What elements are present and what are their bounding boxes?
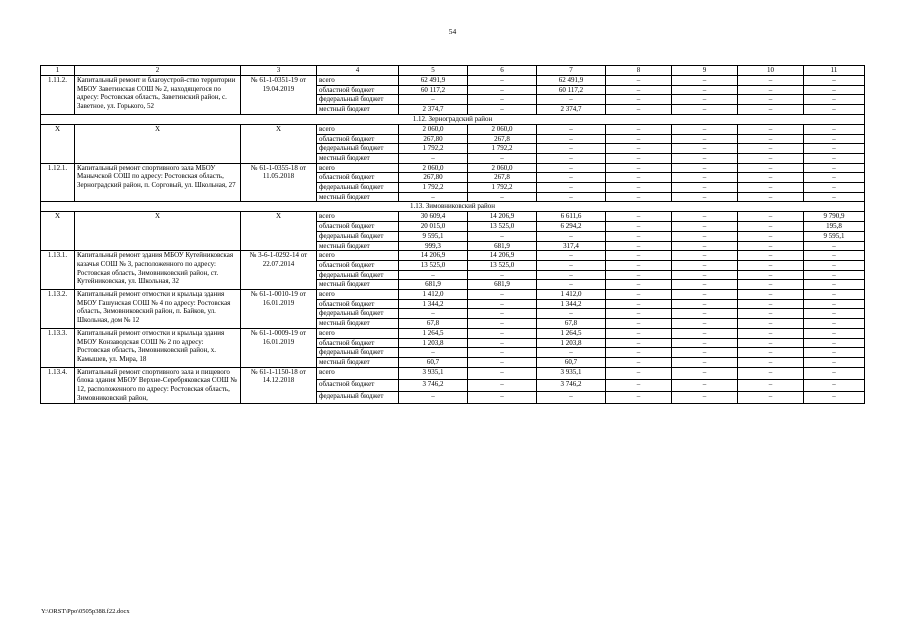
amount-cell: – xyxy=(672,280,738,290)
amount-cell: – xyxy=(672,231,738,241)
amount-cell: 14 206,9 xyxy=(468,251,537,261)
amount-cell: – xyxy=(399,153,468,163)
amount-cell: – xyxy=(537,270,606,280)
amount-cell: – xyxy=(606,319,672,329)
funding-source: федеральный бюджет xyxy=(317,348,399,358)
funding-source: всего xyxy=(317,290,399,300)
contract-number: № 61-1-0351-19 от 19.04.2019 xyxy=(241,76,317,115)
amount-cell: 62 491,9 xyxy=(399,76,468,86)
funding-source: всего xyxy=(317,328,399,338)
contract-number: № 61-1-0009-19 от 16.01.2019 xyxy=(241,328,317,367)
amount-cell: – xyxy=(672,328,738,338)
amount-cell: – xyxy=(606,212,672,222)
amount-cell: – xyxy=(468,379,537,391)
amount-cell: 60,7 xyxy=(537,357,606,367)
amount-cell: – xyxy=(606,222,672,232)
funding-source: федеральный бюджет xyxy=(317,95,399,105)
amount-cell: 2 060,0 xyxy=(468,163,537,173)
funding-source: областной бюджет xyxy=(317,260,399,270)
funding-source: федеральный бюджет xyxy=(317,391,399,403)
amount-cell: – xyxy=(537,391,606,403)
amount-cell: – xyxy=(468,95,537,105)
amount-cell: – xyxy=(804,153,865,163)
amount-cell: – xyxy=(804,76,865,86)
amount-cell: – xyxy=(738,241,804,251)
amount-cell: – xyxy=(804,391,865,403)
amount-cell: 60,7 xyxy=(399,357,468,367)
amount-cell: – xyxy=(738,338,804,348)
funding-source: местный бюджет xyxy=(317,357,399,367)
amount-cell: 999,3 xyxy=(399,241,468,251)
contract-number: Х xyxy=(241,124,317,163)
amount-cell: 267,8 xyxy=(468,134,537,144)
amount-cell: 3 746,2 xyxy=(399,379,468,391)
amount-cell: – xyxy=(606,290,672,300)
amount-cell: 1 344,2 xyxy=(399,299,468,309)
amount-cell: – xyxy=(468,192,537,202)
funding-source: областной бюджет xyxy=(317,85,399,95)
amount-cell: – xyxy=(738,76,804,86)
section-title: 1.12. Зерноградский район xyxy=(41,114,865,124)
amount-cell: 2 060,0 xyxy=(468,124,537,134)
funding-row xyxy=(41,212,865,222)
amount-cell: – xyxy=(399,391,468,403)
funding-source: всего xyxy=(317,76,399,86)
amount-cell: – xyxy=(537,173,606,183)
column-number: 7 xyxy=(537,66,606,76)
amount-cell: – xyxy=(606,280,672,290)
amount-cell: – xyxy=(672,241,738,251)
section-row xyxy=(41,202,865,212)
amount-cell: – xyxy=(537,280,606,290)
amount-cell: – xyxy=(804,280,865,290)
amount-cell: – xyxy=(804,309,865,319)
amount-cell: – xyxy=(672,348,738,358)
amount-cell: – xyxy=(804,124,865,134)
section-title: 1.13. Зимовниковский район xyxy=(41,202,865,212)
amount-cell: 13 525,0 xyxy=(468,260,537,270)
amount-cell: – xyxy=(672,379,738,391)
amount-cell: – xyxy=(606,163,672,173)
column-number: 4 xyxy=(317,66,399,76)
amount-cell: 267,80 xyxy=(399,134,468,144)
amount-cell: – xyxy=(468,328,537,338)
amount-cell: 195,8 xyxy=(804,222,865,232)
amount-cell: – xyxy=(672,85,738,95)
amount-cell: 267,8 xyxy=(468,173,537,183)
amount-cell: – xyxy=(399,348,468,358)
item-description: Х xyxy=(75,124,241,163)
funding-row xyxy=(41,251,865,261)
amount-cell: – xyxy=(399,95,468,105)
amount-cell: 1 264,5 xyxy=(399,328,468,338)
funding-source: всего xyxy=(317,163,399,173)
funding-source: местный бюджет xyxy=(317,241,399,251)
funding-row xyxy=(41,328,865,338)
footer-file-path: Y:\ORST\Ppo\0505p388.f22.docx xyxy=(41,608,130,615)
amount-cell: 1 203,8 xyxy=(537,338,606,348)
amount-cell: – xyxy=(738,319,804,329)
amount-cell: – xyxy=(738,173,804,183)
amount-cell: 2 374,7 xyxy=(537,105,606,115)
amount-cell: – xyxy=(672,357,738,367)
funding-source: областной бюджет xyxy=(317,338,399,348)
amount-cell: – xyxy=(738,357,804,367)
amount-cell: – xyxy=(537,144,606,154)
amount-cell: 9 790,9 xyxy=(804,212,865,222)
amount-cell: – xyxy=(672,212,738,222)
column-number: 1 xyxy=(41,66,75,76)
column-number: 8 xyxy=(606,66,672,76)
amount-cell: – xyxy=(672,391,738,403)
amount-cell: – xyxy=(468,299,537,309)
amount-cell: – xyxy=(672,105,738,115)
amount-cell: – xyxy=(606,309,672,319)
item-description: Капитальный ремонт отмостки и крыльца здания МБОУ Конзаводская СОШ № 2 по адресу: Ростовская область, Зимовниковский район, х. Камышев, ул. Мира, 18 xyxy=(75,328,241,367)
amount-cell: 317,4 xyxy=(537,241,606,251)
item-number: 1.12.1. xyxy=(41,163,75,202)
funding-source: федеральный бюджет xyxy=(317,144,399,154)
funding-source: областной бюджет xyxy=(317,299,399,309)
amount-cell: – xyxy=(738,153,804,163)
amount-cell: – xyxy=(804,251,865,261)
amount-cell: – xyxy=(738,328,804,338)
amount-cell: – xyxy=(468,367,537,379)
funding-source: местный бюджет xyxy=(317,105,399,115)
amount-cell: – xyxy=(738,144,804,154)
funding-row xyxy=(41,124,865,134)
amount-cell: 9 595,1 xyxy=(399,231,468,241)
amount-cell: – xyxy=(738,192,804,202)
column-number: 6 xyxy=(468,66,537,76)
column-number: 5 xyxy=(399,66,468,76)
column-number: 11 xyxy=(804,66,865,76)
amount-cell: – xyxy=(468,319,537,329)
amount-cell: – xyxy=(738,299,804,309)
amount-cell: – xyxy=(738,348,804,358)
amount-cell: – xyxy=(468,231,537,241)
amount-cell: – xyxy=(672,124,738,134)
amount-cell: – xyxy=(672,144,738,154)
funding-source: областной бюджет xyxy=(317,134,399,144)
column-number: 9 xyxy=(672,66,738,76)
funding-source: областной бюджет xyxy=(317,173,399,183)
amount-cell: 1 792,2 xyxy=(468,183,537,193)
amount-cell: – xyxy=(804,328,865,338)
amount-cell: – xyxy=(606,85,672,95)
funding-source: всего xyxy=(317,251,399,261)
amount-cell: – xyxy=(468,153,537,163)
amount-cell: 67,8 xyxy=(537,319,606,329)
amount-cell: 6 294,2 xyxy=(537,222,606,232)
amount-cell: – xyxy=(804,134,865,144)
amount-cell: 2 374,7 xyxy=(399,105,468,115)
amount-cell: – xyxy=(537,260,606,270)
amount-cell: – xyxy=(738,391,804,403)
contract-number: № 61-1-0010-19 от 16.01.2019 xyxy=(241,290,317,329)
item-number: 1.13.2. xyxy=(41,290,75,329)
amount-cell: – xyxy=(606,357,672,367)
amount-cell: – xyxy=(606,192,672,202)
amount-cell: 30 609,4 xyxy=(399,212,468,222)
amount-cell: – xyxy=(804,183,865,193)
amount-cell: – xyxy=(672,338,738,348)
amount-cell: – xyxy=(804,270,865,280)
amount-cell: – xyxy=(804,163,865,173)
amount-cell: – xyxy=(804,105,865,115)
funding-source: областной бюджет xyxy=(317,222,399,232)
amount-cell: – xyxy=(738,270,804,280)
budget-table xyxy=(40,65,865,404)
amount-cell: 1 264,5 xyxy=(537,328,606,338)
amount-cell: 20 015,0 xyxy=(399,222,468,232)
amount-cell: – xyxy=(537,95,606,105)
funding-source: местный бюджет xyxy=(317,319,399,329)
funding-row xyxy=(41,76,865,86)
amount-cell: – xyxy=(537,183,606,193)
amount-cell: – xyxy=(738,85,804,95)
contract-number: № 61-1-1150-18 от 14.12.2018 xyxy=(241,367,317,403)
item-number: 1.13.1. xyxy=(41,251,75,290)
amount-cell: 2 060,0 xyxy=(399,163,468,173)
amount-cell: – xyxy=(606,367,672,379)
amount-cell: 1 412,0 xyxy=(537,290,606,300)
amount-cell: – xyxy=(738,222,804,232)
amount-cell: – xyxy=(672,134,738,144)
amount-cell: – xyxy=(738,367,804,379)
funding-source: федеральный бюджет xyxy=(317,270,399,280)
amount-cell: – xyxy=(672,299,738,309)
amount-cell: – xyxy=(738,309,804,319)
funding-row xyxy=(41,367,865,379)
funding-source: местный бюджет xyxy=(317,280,399,290)
amount-cell: – xyxy=(738,212,804,222)
amount-cell: – xyxy=(606,231,672,241)
amount-cell: – xyxy=(672,290,738,300)
amount-cell: 681,9 xyxy=(468,241,537,251)
amount-cell: – xyxy=(468,338,537,348)
amount-cell: – xyxy=(606,391,672,403)
amount-cell: 14 206,9 xyxy=(399,251,468,261)
amount-cell: – xyxy=(738,231,804,241)
amount-cell: – xyxy=(804,299,865,309)
column-number: 2 xyxy=(75,66,241,76)
amount-cell: – xyxy=(672,95,738,105)
amount-cell: – xyxy=(672,153,738,163)
amount-cell: 9 595,1 xyxy=(804,231,865,241)
funding-source: областной бюджет xyxy=(317,379,399,391)
amount-cell: 3 935,1 xyxy=(399,367,468,379)
funding-row xyxy=(41,290,865,300)
contract-number: № 3-6-1-0292-14 от 22.07.2014 xyxy=(241,251,317,290)
amount-cell: 13 525,0 xyxy=(468,222,537,232)
amount-cell: – xyxy=(468,270,537,280)
amount-cell: – xyxy=(672,76,738,86)
amount-cell: – xyxy=(804,290,865,300)
amount-cell: – xyxy=(804,173,865,183)
amount-cell: 6 611,6 xyxy=(537,212,606,222)
funding-source: всего xyxy=(317,124,399,134)
amount-cell: – xyxy=(672,319,738,329)
item-description: Капитальный ремонт и благоустрой-ство территории МБОУ Заветинская СОШ № 2, находящегося по адресу: Ростовская область, Заветинский район, с. Заветное, ул. Горького, 52 xyxy=(75,76,241,115)
amount-cell: – xyxy=(468,105,537,115)
amount-cell: – xyxy=(537,163,606,173)
amount-cell: – xyxy=(672,367,738,379)
amount-cell: – xyxy=(672,309,738,319)
amount-cell: – xyxy=(537,153,606,163)
amount-cell: – xyxy=(537,251,606,261)
amount-cell: – xyxy=(804,144,865,154)
amount-cell: 2 060,0 xyxy=(399,124,468,134)
amount-cell: – xyxy=(804,367,865,379)
amount-cell: – xyxy=(738,95,804,105)
amount-cell: 1 412,0 xyxy=(399,290,468,300)
item-description: Капитальный ремонт здания МБОУ Кутейниковская казачья СОШ № 3, расположенного по адресу: Ростовская область, Зимовниковский район, ст. Кутейниковская, ул. Школьная, 32 xyxy=(75,251,241,290)
amount-cell: 1 344,2 xyxy=(537,299,606,309)
section-row xyxy=(41,114,865,124)
amount-cell: – xyxy=(804,95,865,105)
amount-cell: – xyxy=(672,192,738,202)
amount-cell: 13 525,0 xyxy=(399,260,468,270)
amount-cell: – xyxy=(738,134,804,144)
amount-cell: 3 935,1 xyxy=(537,367,606,379)
item-number: Х xyxy=(41,124,75,163)
funding-source: федеральный бюджет xyxy=(317,309,399,319)
item-number: 1.13.3. xyxy=(41,328,75,367)
amount-cell: – xyxy=(468,357,537,367)
amount-cell: – xyxy=(672,173,738,183)
amount-cell: – xyxy=(738,290,804,300)
amount-cell: – xyxy=(606,348,672,358)
amount-cell: – xyxy=(804,348,865,358)
column-number-row xyxy=(41,66,865,76)
item-description: Х xyxy=(75,212,241,251)
amount-cell: – xyxy=(804,338,865,348)
amount-cell: – xyxy=(537,124,606,134)
amount-cell: 267,80 xyxy=(399,173,468,183)
amount-cell: – xyxy=(804,260,865,270)
funding-source: федеральный бюджет xyxy=(317,231,399,241)
item-number: Х xyxy=(41,212,75,251)
amount-cell: – xyxy=(738,260,804,270)
contract-number: Х xyxy=(241,212,317,251)
amount-cell: – xyxy=(672,163,738,173)
amount-cell: 1 203,8 xyxy=(399,338,468,348)
amount-cell: – xyxy=(804,192,865,202)
amount-cell: – xyxy=(606,270,672,280)
amount-cell: – xyxy=(804,379,865,391)
amount-cell: – xyxy=(804,319,865,329)
amount-cell: 681,9 xyxy=(399,280,468,290)
item-description: Капитальный ремонт спортивного зала МБОУ Манычской СОШ по адресу: Ростовская область, Зерноградский район, п. Сорговый, ул. Школьная, 27 xyxy=(75,163,241,202)
amount-cell: – xyxy=(804,357,865,367)
amount-cell: – xyxy=(738,183,804,193)
column-number: 3 xyxy=(241,66,317,76)
amount-cell: 60 117,2 xyxy=(537,85,606,95)
column-number: 10 xyxy=(738,66,804,76)
amount-cell: – xyxy=(606,105,672,115)
contract-number: № 61-1-0355-18 от 11.05.2018 xyxy=(241,163,317,202)
amount-cell: – xyxy=(672,260,738,270)
amount-cell: – xyxy=(606,124,672,134)
amount-cell: 1 792,2 xyxy=(468,144,537,154)
amount-cell: 1 792,2 xyxy=(399,144,468,154)
amount-cell: – xyxy=(606,95,672,105)
amount-cell: – xyxy=(606,379,672,391)
amount-cell: – xyxy=(672,183,738,193)
item-number: 1.13.4. xyxy=(41,367,75,403)
amount-cell: – xyxy=(672,270,738,280)
amount-cell: – xyxy=(606,241,672,251)
amount-cell: – xyxy=(468,76,537,86)
amount-cell: – xyxy=(468,309,537,319)
amount-cell: – xyxy=(606,328,672,338)
amount-cell: – xyxy=(468,391,537,403)
amount-cell: – xyxy=(399,270,468,280)
amount-cell: – xyxy=(606,153,672,163)
amount-cell: – xyxy=(606,173,672,183)
amount-cell: – xyxy=(672,251,738,261)
amount-cell: – xyxy=(738,251,804,261)
funding-source: федеральный бюджет xyxy=(317,183,399,193)
amount-cell: – xyxy=(537,134,606,144)
amount-cell: – xyxy=(672,222,738,232)
amount-cell: – xyxy=(606,338,672,348)
amount-cell: – xyxy=(468,85,537,95)
amount-cell: – xyxy=(537,231,606,241)
amount-cell: 67,8 xyxy=(399,319,468,329)
amount-cell: – xyxy=(468,290,537,300)
amount-cell: – xyxy=(804,241,865,251)
amount-cell: – xyxy=(606,183,672,193)
amount-cell: – xyxy=(804,85,865,95)
amount-cell: – xyxy=(606,144,672,154)
funding-source: всего xyxy=(317,212,399,222)
amount-cell: – xyxy=(738,163,804,173)
amount-cell: – xyxy=(738,280,804,290)
amount-cell: – xyxy=(606,251,672,261)
amount-cell: 62 491,9 xyxy=(537,76,606,86)
amount-cell: – xyxy=(606,134,672,144)
funding-source: всего xyxy=(317,367,399,379)
item-description: Капитальный ремонт спортивного зала и пищевого блока здания МБОУ Верхне-Серебряковская СОШ № 12, расположенного по адресу: Ростовская область, Зимовниковский район, xyxy=(75,367,241,403)
page-number: 54 xyxy=(448,27,457,36)
amount-cell: – xyxy=(399,192,468,202)
amount-cell: 60 117,2 xyxy=(399,85,468,95)
amount-cell: – xyxy=(606,76,672,86)
amount-cell: – xyxy=(537,192,606,202)
amount-cell: 14 206,9 xyxy=(468,212,537,222)
item-description: Капитальный ремонт отмостки и крыльца здания МБОУ Гашунская СОШ № 4 по адресу: Ростовская область, Зимовниковский район, п. Байков, ул. Школьная, дом № 12 xyxy=(75,290,241,329)
funding-row xyxy=(41,163,865,173)
amount-cell: – xyxy=(399,309,468,319)
amount-cell: – xyxy=(738,379,804,391)
amount-cell: 1 792,2 xyxy=(399,183,468,193)
amount-cell: – xyxy=(606,260,672,270)
amount-cell: – xyxy=(537,348,606,358)
funding-source: местный бюджет xyxy=(317,192,399,202)
amount-cell: – xyxy=(468,348,537,358)
amount-cell: – xyxy=(537,309,606,319)
item-number: 1.11.2. xyxy=(41,76,75,115)
amount-cell: 3 746,2 xyxy=(537,379,606,391)
amount-cell: 681,9 xyxy=(468,280,537,290)
amount-cell: – xyxy=(738,105,804,115)
amount-cell: – xyxy=(606,299,672,309)
amount-cell: – xyxy=(738,124,804,134)
funding-source: местный бюджет xyxy=(317,153,399,163)
